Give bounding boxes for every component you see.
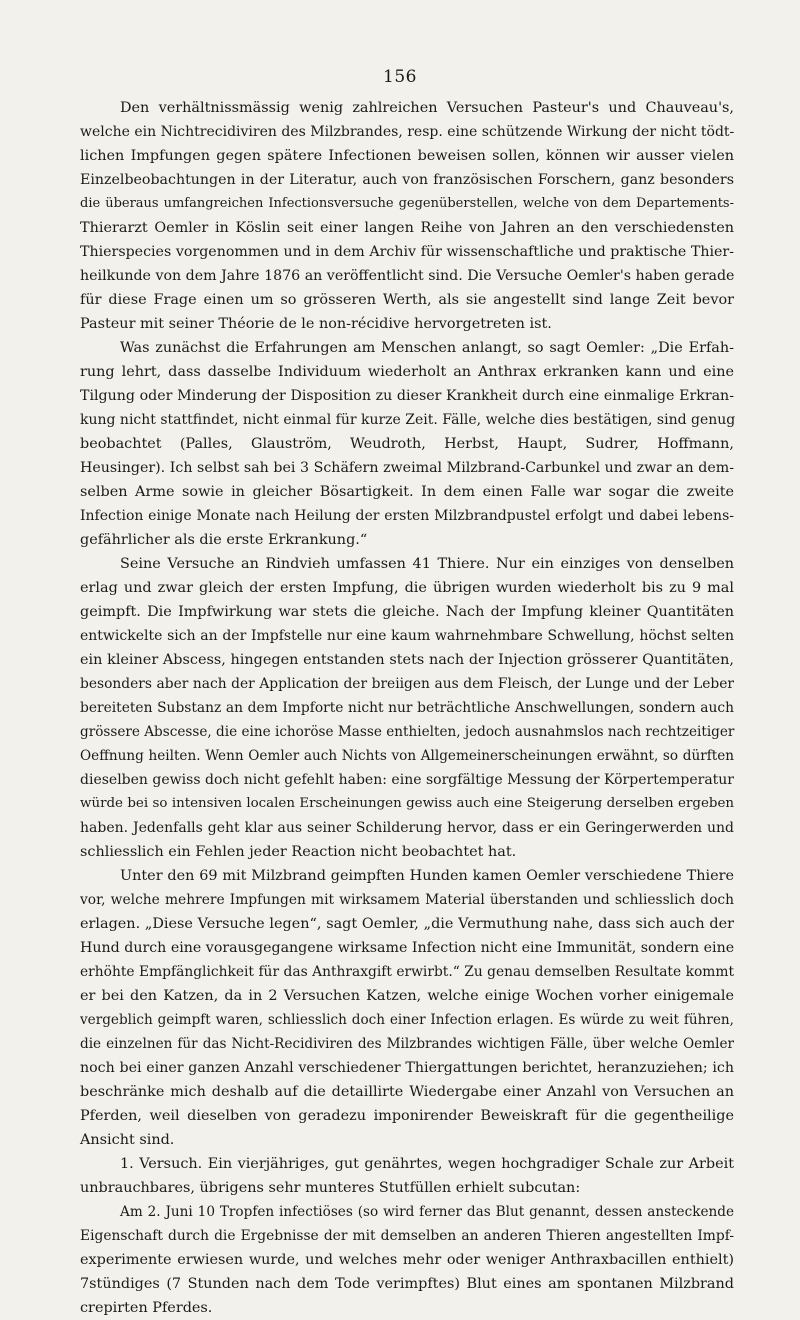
text-line: Hund durch eine vorausgegangene wirksame Infection nicht eine Immunität, sondern eine	[80, 940, 735, 956]
text-line: ein kleiner Abscess, hingegen entstanden stets nach der Injection grösserer Quantitäten,	[80, 652, 734, 668]
text-line: selben Arme sowie in gleicher Bösartigkeit. In dem einen Falle war sogar die zweite	[80, 484, 734, 500]
text-line: noch bei einer ganzen Anzahl verschiedener Thiergattungen berichtet, heranzuziehen; ich	[80, 1060, 734, 1076]
text-line: geimpft. Die Impfwirkung war stets die gleiche. Nach der Impfung kleiner Quantitäten	[80, 604, 734, 620]
text-line: schliesslich ein Fehlen jeder Reaction nicht beobachtet hat.	[80, 844, 517, 860]
text-line: Einzelbeobachtungen in der Literatur, auch von französischen Forschern, ganz besonders	[80, 172, 734, 188]
text-line: haben. Jedenfalls geht klar aus seiner Schilderung hervor, dass er ein Geringerwerden und	[80, 820, 734, 836]
text-line: bereiteten Substanz an dem Impforte nicht nur beträchtliche Anschwellungen, sondern auch	[80, 700, 734, 716]
text-line: lichen Impfungen gegen spätere Infectionen beweisen sollen, können wir ausser vielen	[80, 148, 734, 164]
text-line: grössere Abscesse, die eine ichoröse Masse enthielten, jedoch ausnahmslos nach rechtzeitiger	[80, 724, 735, 740]
text-line: Pasteur mit seiner Théorie de le non-récidive hervorgetreten ist.	[80, 316, 552, 332]
text-line: heilkunde von dem Jahre 1876 an veröffentlicht sind. Die Versuche Oemler's haben gerade	[80, 268, 735, 284]
text-line: würde bei so intensiven localen Erscheinungen gewiss auch eine Steigerung derselben ergeben	[80, 796, 734, 811]
text-line: kung nicht stattfindet, nicht einmal für kurze Zeit. Fälle, welche dies bestätigen, sind genug	[80, 412, 736, 428]
text-line: erhöhte Empfänglichkeit für das Anthraxgift erwirbt.“ Zu genau demselben Resultate kommt	[80, 964, 734, 980]
text-line: dieselben gewiss doch nicht gefehlt haben: eine sorgfältige Messung der Körpertemperatur	[80, 772, 734, 788]
text-line: Unter den 69 mit Milzbrand geimpften Hunden kamen Oemler verschiedene Thiere	[120, 868, 734, 884]
text-line: vor, welche mehrere Impfungen mit wirksamem Material überstanden und schliesslich doch	[80, 892, 734, 908]
text-line: für diese Frage einen um so grösseren Werth, als sie angestellt sind lange Zeit bevor	[80, 292, 734, 308]
text-line: crepirten Pferdes.	[80, 1300, 213, 1316]
text-line: unbrauchbares, übrigens sehr munteres Stutfüllen erhielt subcutan:	[80, 1180, 581, 1196]
text-line: Den verhältnissmässig wenig zahlreichen Versuchen Pasteur's und Chauveau's,	[120, 100, 734, 116]
text-line: Seine Versuche an Rindvieh umfassen 41 Thiere. Nur ein einziges von denselben	[120, 556, 734, 572]
text-line: die überaus umfangreichen Infectionsversuche gegenüberstellen, welche von dem Departements-	[80, 196, 734, 211]
text-line: erlag und zwar gleich der ersten Impfung, die übrigen wurden wiederholt bis zu 9 mal	[80, 580, 734, 596]
text-line: Tilgung oder Minderung der Disposition zu dieser Krankheit durch eine einmalige Erkran-	[80, 388, 734, 404]
page-number: 156	[383, 67, 417, 87]
text-line: Eigenschaft durch die Ergebnisse der mit demselben an anderen Thieren angestellten Impf-	[80, 1228, 734, 1244]
text-line: beschränke mich deshalb auf die detaillirte Wiedergabe einer Anzahl von Versuchen an	[80, 1084, 734, 1100]
text-line: Was zunächst die Erfahrungen am Menschen anlangt, so sagt Oemler: „Die Erfah-	[120, 340, 734, 356]
text-line: er bei den Katzen, da in 2 Versuchen Katzen, welche einige Wochen vorher einigemale	[80, 988, 734, 1004]
text-line: Am 2. Juni 10 Tropfen infectiöses (so wird ferner das Blut genannt, dessen ansteckende	[120, 1204, 734, 1220]
text-line: die einzelnen für das Nicht-Recidiviren des Milzbrandes wichtigen Fälle, über welche Oemler	[80, 1036, 734, 1052]
text-line: Heusinger). Ich selbst sah bei 3 Schäfern zweimal Milzbrand-Carbunkel und zwar an dem-	[80, 460, 734, 476]
body-text	[80, 96, 734, 1320]
text-line: Oeffnung heilten. Wenn Oemler auch Nichts von Allgemeinerscheinungen erwähnt, so dürften	[80, 748, 734, 764]
text-line: erlagen. „Diese Versuche legen“, sagt Oemler, „die Vermuthung nahe, dass sich auch der	[80, 916, 734, 932]
text-line: besonders aber nach der Application der breiigen aus dem Fleisch, der Lunge und der Leber	[80, 676, 734, 692]
text-line: experimente erwiesen wurde, und welches mehr oder weniger Anthraxbacillen enthielt)	[80, 1252, 734, 1268]
text-line: Ansicht sind.	[80, 1132, 175, 1148]
text-line: welche ein Nichtrecidiviren des Milzbrandes, resp. eine schützende Wirkung der nicht tödt-	[80, 124, 735, 140]
text-line: Pferden, weil dieselben von geradezu imponirender Beweiskraft für die gegentheilige	[80, 1108, 734, 1124]
text-line: Thierspecies vorgenommen und in dem Archiv für wissenschaftliche und praktische Thier-	[80, 244, 734, 260]
text-line: Infection einige Monate nach Heilung der ersten Milzbrandpustel erfolgt und dabei lebens-	[80, 508, 734, 524]
text-line: Thierarzt Oemler in Köslin seit einer langen Reihe von Jahren an den verschiedensten	[80, 220, 734, 236]
text-line: vergeblich geimpft waren, schliesslich doch einer Infection erlagen. Es würde zu weit führen,	[80, 1012, 734, 1028]
text-line: 7stündiges (7 Stunden nach dem Tode verimpftes) Blut eines am spontanen Milzbrand	[80, 1276, 734, 1292]
text-line: beobachtet (Palles, Glauström, Weudroth, Herbst, Haupt, Sudrer, Hoffmann,	[80, 436, 734, 452]
text-line: rung lehrt, dass dasselbe Individuum wiederholt an Anthrax erkranken kann und eine	[80, 364, 734, 380]
text-line: entwickelte sich an der Impfstelle nur eine kaum wahrnehmbare Schwellung, höchst selten	[80, 628, 734, 644]
text-line: gefährlicher als die erste Erkrankung.“	[80, 532, 368, 548]
text-line: 1. Versuch. Ein vierjähriges, gut genährtes, wegen hochgradiger Schale zur Arbeit	[120, 1156, 734, 1172]
